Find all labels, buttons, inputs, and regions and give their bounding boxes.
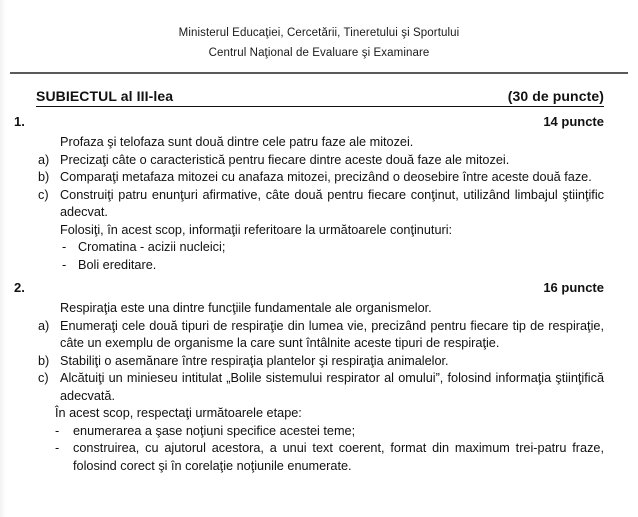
ministry-line: Ministerul Educaţiei, Cercetării, Tineretului şi Sportului — [178, 27, 460, 39]
question-number: 1. — [14, 114, 25, 129]
question-block — [0, 280, 638, 475]
question-item — [0, 353, 638, 371]
question-block — [0, 114, 638, 274]
center-line: Centrul Naţional de Evaluare şi Examinare — [208, 47, 430, 59]
question-intro: Profaza şi telofaza sunt două dintre cele patru faze ale mitozei. — [60, 135, 414, 149]
bullet-dash-marker: - — [62, 240, 67, 254]
bullet-text: Cromatina - acizii nucleici; — [78, 240, 226, 254]
subject-heading-row — [36, 88, 604, 107]
content-bullet — [0, 239, 638, 257]
question-item — [0, 152, 638, 170]
document-body — [0, 114, 638, 475]
item-marker: a) — [38, 152, 50, 167]
content-bullet — [0, 257, 638, 275]
question-item — [0, 370, 638, 405]
closing-step — [55, 423, 604, 441]
question-points: 14 puncte — [543, 114, 604, 129]
item-text: Stabiliţi o asemănare între respiraţia plantelor şi respiraţia animalelor. — [60, 353, 449, 368]
bullet-text: Boli ereditare. — [78, 257, 157, 272]
closing-lead: În acest scop, respectaţi următoarele etape: — [55, 406, 302, 420]
document-header — [0, 0, 638, 63]
question-item — [0, 318, 638, 353]
item-marker: b) — [38, 170, 50, 184]
item-marker: b) — [38, 353, 50, 368]
question-header — [0, 280, 638, 300]
item-marker: c) — [38, 187, 49, 202]
item-text: Comparaţi metafaza mitozei cu anafaza mitozei, precizând o deosebire între aceste două faze. — [60, 170, 592, 184]
question-intro: Respiraţia este una dintre funcţiile fundamentale ale organismelor. — [60, 301, 432, 315]
step-dash-marker: - — [55, 441, 60, 455]
item-text: Enumeraţi cele două tipuri de respiraţie din lumea vie, precizând pentru fiecare tip de respiraţie, câte un exemplu de organisme la care sunt întâlnite aceste tipuri de respiraţie. — [60, 318, 604, 350]
subject-title: SUBIECTUL al III-lea — [36, 88, 174, 104]
header-divider — [10, 72, 628, 74]
item-text: Construiţi patru enunţuri afirmative, câte două pentru fiecare conţinut, utilizând limbajul ştiinţific adecvat. — [60, 187, 604, 219]
closing-step — [55, 440, 604, 475]
bullet-dash-marker: - — [62, 257, 67, 272]
question-item — [0, 169, 638, 187]
question-points: 16 puncte — [543, 280, 604, 295]
question-number: 2. — [14, 280, 25, 295]
question-header — [0, 114, 638, 134]
closing-block — [0, 405, 638, 475]
question-item — [0, 187, 638, 222]
item-text: Alcătuiţi un minieseu intitulat „Bolile sistemului respirator al omului”, folosind informaţia ştiinţifică adecvată. — [60, 371, 604, 403]
step-text: construirea, cu ajutorul acestora, a unui text coerent, format din maximum trei-patru fraze, folosind corect şi în corelaţie noţiunile enumerate. — [73, 441, 604, 473]
step-dash-marker: - — [55, 423, 60, 438]
step-text: enumerarea a şase noţiuni specifice acestei teme; — [73, 423, 356, 438]
item-text: Precizaţi câte o caracteristică pentru fiecare dintre aceste două faze ale mitozei. — [60, 152, 510, 167]
item-marker: c) — [38, 371, 49, 385]
item-marker: a) — [38, 318, 50, 333]
subject-points: (30 de puncte) — [507, 88, 604, 104]
item-continuation: Folosiţi, în acest scop, informaţii referitoare la următoarele conţinuturi: — [60, 222, 453, 237]
